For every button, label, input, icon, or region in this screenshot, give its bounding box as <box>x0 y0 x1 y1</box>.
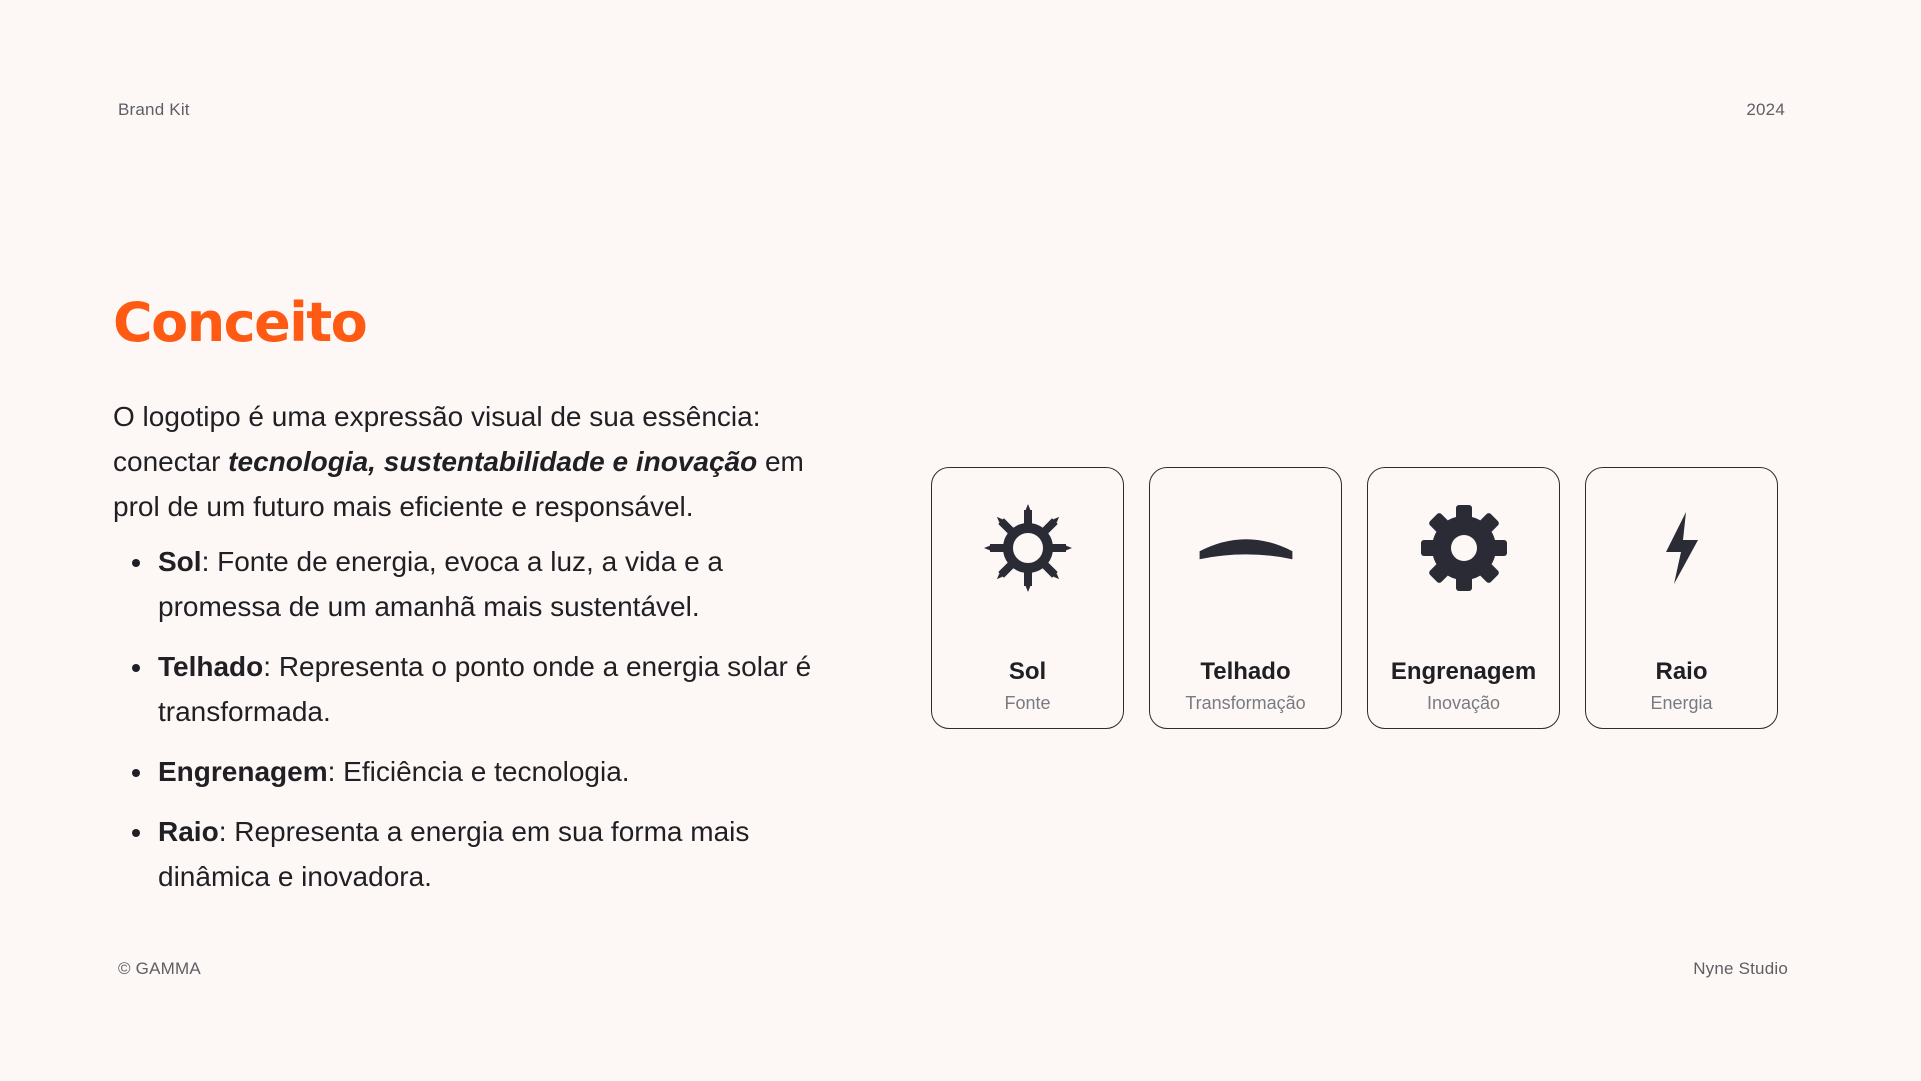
lightning-icon <box>1634 500 1730 596</box>
intro-text-end: em prol de um futuro mais eficiente e responsável. <box>113 446 804 522</box>
card-title: Engrenagem <box>1390 658 1537 685</box>
copyright-label: © GAMMA <box>118 959 201 978</box>
list-item-raio <box>113 809 833 899</box>
roof-icon <box>1198 500 1294 596</box>
list-item-text: : Fonte de energia, evoca a luz, a vida e a promessa de um amanhã mais sustentável. <box>158 546 724 622</box>
intro-paragraph <box>113 394 833 529</box>
symbol-cards <box>931 467 1778 729</box>
concept-section <box>113 288 833 914</box>
card-subtitle: Fonte <box>1004 693 1051 713</box>
brand-kit-label: Brand Kit <box>118 100 190 119</box>
card-title: Telhado <box>1200 658 1291 685</box>
card-telhado <box>1149 467 1342 729</box>
card-title: Raio <box>1655 658 1708 685</box>
card-engrenagem <box>1367 467 1560 729</box>
card-sol <box>931 467 1124 729</box>
list-item-text: : Representa o ponto onde a energia solar é transformada. <box>158 651 812 727</box>
card-subtitle: Transformação <box>1185 693 1306 713</box>
list-item-term: Telhado <box>158 651 264 682</box>
list-item-text: : Eficiência e tecnologia. <box>327 756 630 787</box>
concept-list <box>113 539 833 899</box>
card-subtitle: Energia <box>1650 693 1713 713</box>
year-label: 2024 <box>1746 100 1785 119</box>
list-item-term: Engrenagem <box>158 756 328 787</box>
list-item-term: Raio <box>158 816 219 847</box>
studio-label: Nyne Studio <box>1693 959 1788 978</box>
intro-emphasis: tecnologia, sustentabilidade e inovação <box>228 446 758 477</box>
list-item-sol <box>113 539 833 629</box>
gear-icon <box>1416 500 1512 596</box>
list-item-telhado <box>113 644 833 734</box>
intro-text-start: O logotipo é uma expressão visual de sua essência: conectar <box>113 401 761 477</box>
list-item-engrenagem <box>113 749 833 794</box>
page-title: Conceito <box>113 291 367 354</box>
card-subtitle: Inovação <box>1426 693 1501 713</box>
card-raio <box>1585 467 1778 729</box>
list-item-term: Sol <box>158 546 202 577</box>
sun-icon <box>980 500 1076 596</box>
card-title: Sol <box>1008 658 1047 685</box>
list-item-text: : Representa a energia em sua forma mais dinâmica e inovadora. <box>158 816 750 892</box>
